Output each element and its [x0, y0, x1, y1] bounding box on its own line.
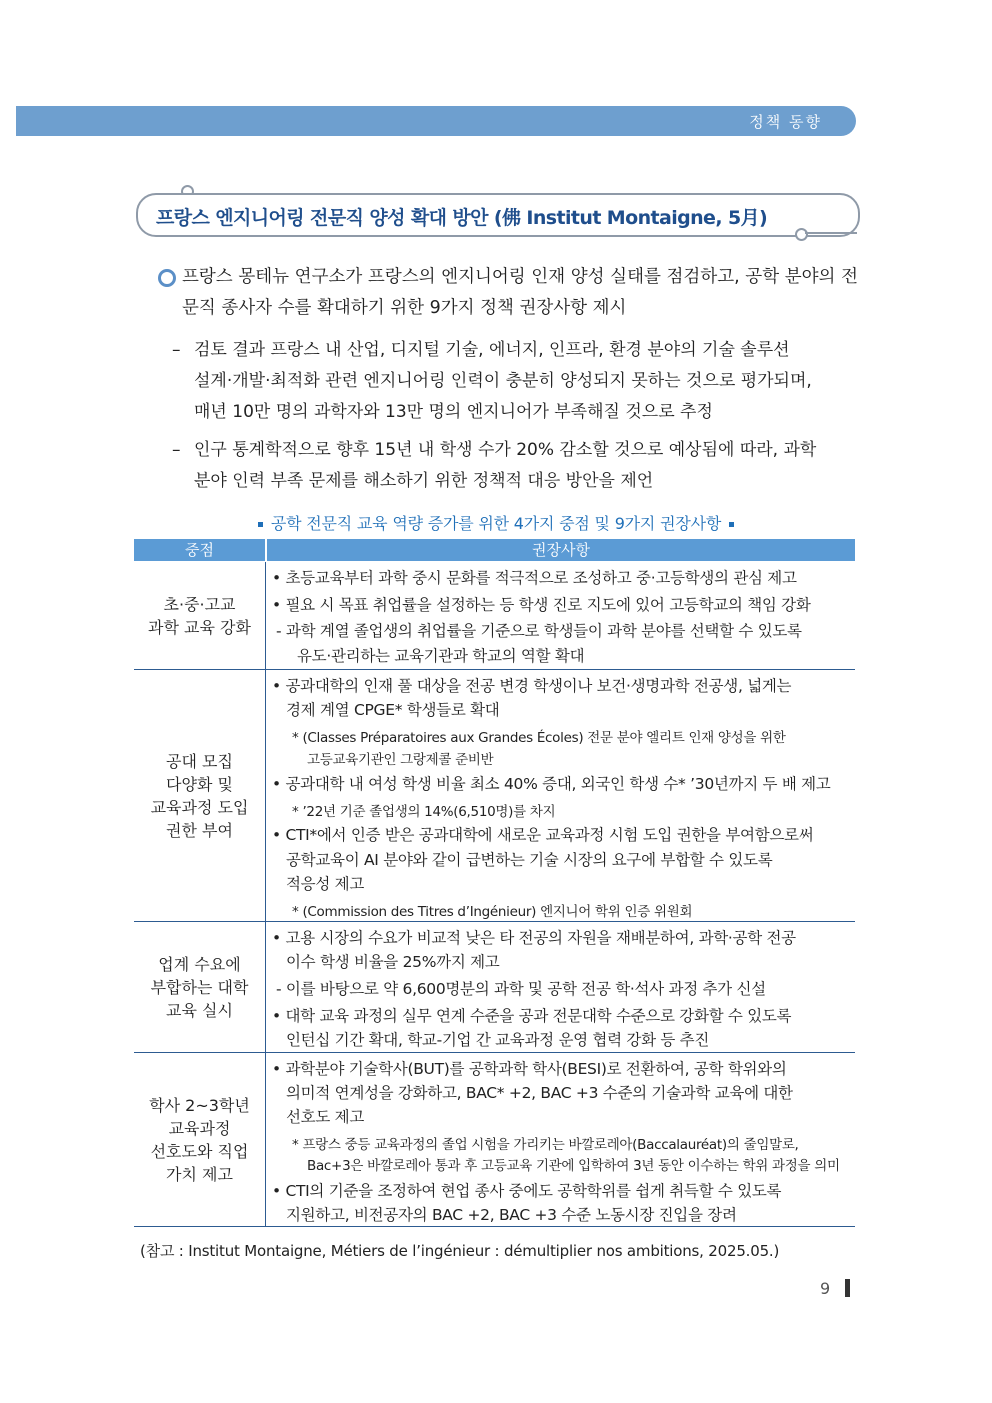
- sub1-line: 설계·개발·최적화 관련 엔지니어링 인력이 충분히 양성되지 못하는 것으로 평가되며,: [194, 371, 812, 391]
- sub2-line: 분야 인력 부족 문제를 해소하기 위한 정책적 대응 방안을 제언: [194, 471, 654, 491]
- table-header-recommendations: 권장사항: [267, 539, 855, 561]
- focus-text: 교육 실시: [166, 1000, 233, 1020]
- table-row: [134, 670, 855, 922]
- recommendation-line: • 필요 시 목표 취업률을 설정하는 등 학생 진로 지도에 있어 고등학교의 책임 강화: [272, 596, 811, 614]
- focus-cell: [134, 922, 266, 1052]
- dash-bullet: –: [172, 340, 181, 360]
- recommendation-note: Bac+3은 바깔로레아 통과 후 고등교육 기관에 입학하여 3년 동안 이수하는 학위 과정을 의미: [307, 1158, 840, 1174]
- recommendation-note: * (Commission des Titres d’Ingénieur) 엔지니어 학위 인증 위원회: [292, 904, 693, 920]
- table-header-focus: 중점: [134, 539, 265, 561]
- focus-cell: [134, 670, 266, 921]
- page-title: 프랑스 엔지니어링 전문직 양성 확대 방안 (佛 Institut Montaigne, 5月): [156, 207, 768, 229]
- recommendation-line: - 이를 바탕으로 약 6,600명분의 과학 및 공학 전공 학·석사 과정 추가 신설: [276, 980, 766, 998]
- square-bullet-icon: [729, 522, 734, 527]
- focus-text: 다양화 및: [166, 774, 233, 794]
- recommendation-line: • 공과대학의 인재 풀 대상을 전공 변경 학생이나 보건·생명과학 전공생, 넓게는: [272, 677, 792, 695]
- recommendation-note: * ’22년 기준 졸업생의 14%(6,510명)를 차지: [292, 804, 556, 820]
- focus-text: 권한 부여: [166, 820, 233, 840]
- section-tag: 정책 동향: [749, 113, 822, 131]
- recommendation-line: 지원하고, 비전공자의 BAC +2, BAC +3 수준 노동시장 진입을 장려: [286, 1206, 737, 1224]
- focus-text: 초·중·고교: [163, 594, 236, 614]
- sub2-line: 인구 통계학적으로 향후 15년 내 학생 수가 20% 감소할 것으로 예상됨에 따라, 과학: [194, 440, 817, 460]
- recommendation-line: 의미적 연계성을 강화하고, BAC* +2, BAC +3 수준의 기술과학 교육에 대한: [286, 1084, 793, 1102]
- recommendation-line: - 과학 계열 졸업생의 취업률을 기준으로 학생들이 과학 분야를 선택할 수 있도록: [276, 622, 802, 640]
- focus-text: 공대 모집: [166, 751, 233, 771]
- title-decoration-line: [805, 232, 857, 234]
- focus-text: 업계 수요에: [158, 954, 241, 974]
- focus-text: 부합하는 대학: [150, 977, 249, 997]
- table-caption: [0, 511, 992, 534]
- focus-text: 교육과정 도입: [150, 797, 249, 817]
- recommendation-note: * (Classes Préparatoires aux Grandes Écoles) 전문 분야 엘리트 인재 양성을 위한: [292, 730, 786, 746]
- page-number: 9: [820, 1279, 831, 1298]
- sub1-line: 매년 10만 명의 과학자와 13만 명의 엔지니어가 부족해질 것으로 추정: [194, 402, 713, 422]
- source-reference: (참고 : Institut Montaigne, Métiers de l’ingénieur : démultiplier nos ambitions, 2025.05.): [140, 1242, 780, 1260]
- title-box: [136, 193, 860, 237]
- dash-bullet: –: [172, 440, 181, 460]
- recommendation-line: 적응성 제고: [286, 875, 364, 893]
- recommendation-line: • 초등교육부터 과학 중시 문화를 적극적으로 조성하고 중·고등학생의 관심 제고: [272, 569, 797, 587]
- focus-text: 교육과정: [168, 1118, 231, 1138]
- table-caption-text: 공학 전문직 교육 역량 증가를 위한 4가지 중점 및 9가지 권장사항: [270, 514, 722, 533]
- recommendation-note: 고등교육기관인 그랑제콜 준비반: [307, 752, 494, 768]
- recommendation-note: * 프랑스 중등 교육과정의 졸업 시험을 가리키는 바깔로레아(Baccalauréat)의 줄임말로,: [292, 1137, 799, 1153]
- recommendation-line: 이수 학생 비율을 25%까지 제고: [286, 953, 500, 971]
- recommendation-line: • CTI의 기준을 조정하여 현업 종사 중에도 공학학위를 쉽게 취득할 수 있도록: [272, 1182, 782, 1200]
- focus-cell: [134, 562, 266, 669]
- focus-cell: [134, 1053, 266, 1226]
- recommendation-line: • CTI*에서 인증 받은 공과대학에 새로운 교육과정 시험 도입 권한을 부여함으로써: [272, 826, 814, 844]
- circle-bullet-icon: [158, 269, 176, 287]
- recommendation-line: 공학교육이 AI 분야와 같이 급변하는 기술 시장의 요구에 부합할 수 있도록: [286, 851, 773, 869]
- focus-text: 선호도와 직업: [150, 1141, 249, 1161]
- recommendation-line: • 공과대학 내 여성 학생 비율 최소 40% 증대, 외국인 학생 수* ’30년까지 두 배 제고: [272, 775, 831, 793]
- table-row: [134, 1053, 855, 1227]
- recommendation-line: 유도·관리하는 교육기관과 학교의 역할 확대: [297, 647, 585, 665]
- sub1-line: 검토 결과 프랑스 내 산업, 디지털 기술, 에너지, 인프라, 환경 분야의 기술 솔루션: [194, 340, 790, 360]
- title-decoration-dot: [795, 228, 808, 241]
- recommendation-line: • 대학 교육 과정의 실무 연계 수준을 공과 전문대학 수준으로 강화할 수 있도록: [272, 1007, 792, 1025]
- focus-text: 가치 제고: [166, 1164, 233, 1184]
- square-bullet-icon: [258, 522, 263, 527]
- recommendation-line: • 과학분야 기술학사(BUT)를 공학과학 학사(BESI)로 전환하여, 공학 학위와의: [272, 1060, 787, 1078]
- recommendation-line: 인턴십 기간 확대, 학교-기업 간 교육과정 운영 협력 강화 등 추진: [286, 1031, 710, 1049]
- table-row: [134, 922, 855, 1053]
- section-header-bar: [16, 106, 856, 136]
- recommendation-line: • 고용 시장의 수요가 비교적 낮은 타 전공의 자원을 재배분하여, 과학·공학 전공: [272, 929, 796, 947]
- lead-paragraph: 프랑스 몽테뉴 연구소가 프랑스의 엔지니어링 인재 양성 실태를 점검하고, 공학 분야의 전문직 종사자 수를 확대하기 위한 9가지 정책 권장사항 제시: [182, 267, 858, 318]
- focus-text: 과학 교육 강화: [148, 617, 251, 637]
- page-number-bar: [845, 1279, 850, 1297]
- recommendation-line: 경제 계열 CPGE* 학생들로 확대: [286, 701, 500, 719]
- focus-text: 학사 2~3학년: [149, 1095, 250, 1115]
- table-row: [134, 562, 855, 670]
- recommendation-line: 선호도 제고: [286, 1108, 364, 1126]
